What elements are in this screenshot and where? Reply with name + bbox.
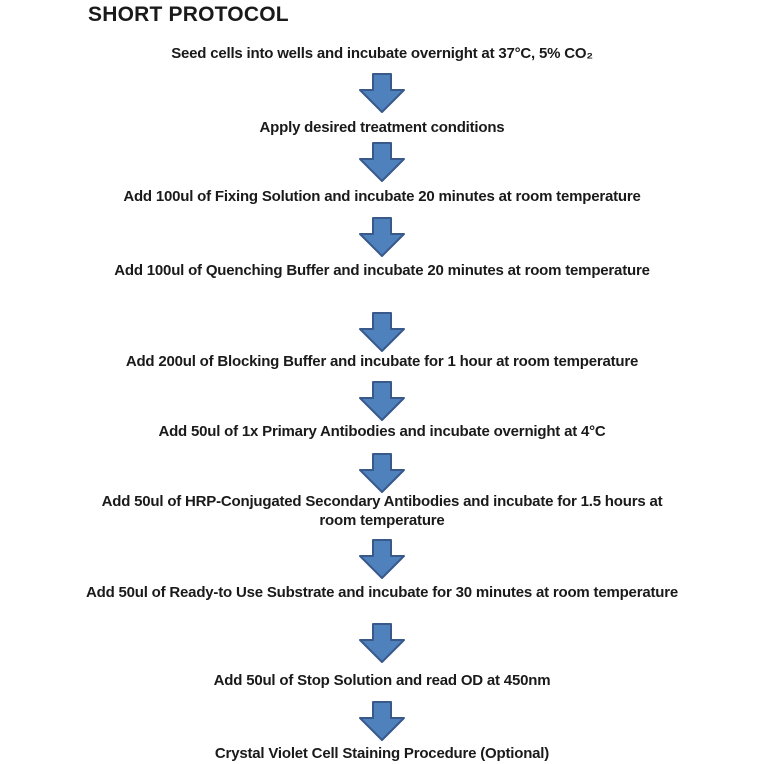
down-arrow-icon xyxy=(359,312,405,352)
step-quenching-buffer: Add 100ul of Quenching Buffer and incubate 20 minutes at room temperature xyxy=(114,262,650,279)
step-fixing-solution: Add 100ul of Fixing Solution and incubate 20 minutes at room temperature xyxy=(123,188,641,205)
step-substrate: Add 50ul of Ready-to Use Substrate and incubate for 30 minutes at room temperature xyxy=(85,584,679,601)
down-arrow-icon xyxy=(359,623,405,663)
step-seed-cells: Seed cells into wells and incubate overnight at 37°C, 5% CO₂ xyxy=(171,45,593,62)
down-arrow-icon xyxy=(359,73,405,113)
down-arrow-icon xyxy=(359,142,405,182)
down-arrow-icon xyxy=(359,381,405,421)
page-title: SHORT PROTOCOL xyxy=(88,3,289,26)
down-arrow-icon xyxy=(359,539,405,579)
step-primary-antibodies: Add 50ul of 1x Primary Antibodies and incubate overnight at 4°C xyxy=(158,423,606,440)
down-arrow-icon xyxy=(359,453,405,493)
step-apply-treatment: Apply desired treatment conditions xyxy=(259,119,505,136)
step-stop-solution: Add 50ul of Stop Solution and read OD at 450nm xyxy=(213,672,551,689)
step-blocking-buffer: Add 200ul of Blocking Buffer and incubate for 1 hour at room temperature xyxy=(125,353,639,370)
step-crystal-violet: Crystal Violet Cell Staining Procedure (Optional) xyxy=(214,745,550,762)
down-arrow-icon xyxy=(359,217,405,257)
step-secondary-antibodies: Add 50ul of HRP-Conjugated Secondary Antibodies and incubate for 1.5 hours at room temperature xyxy=(101,493,663,529)
down-arrow-icon xyxy=(359,701,405,741)
